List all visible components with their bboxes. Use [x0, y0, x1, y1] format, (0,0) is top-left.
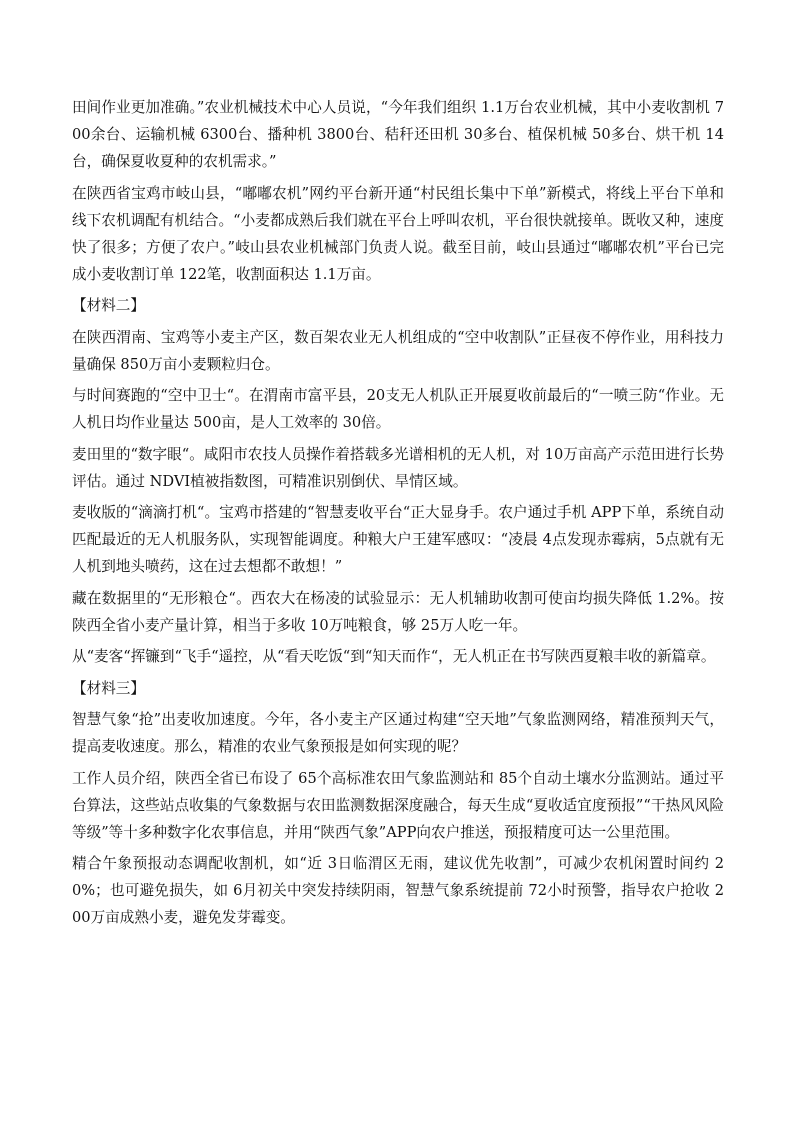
paragraph-8: 从“麦客“挥镰到“飞手“遥控，从“看天吃饭“到“知天而作“，无人机正在书写陕西夏粮丰收的新篇章。 [72, 648, 716, 665]
paragraph-1: 田间作业更加准确。”农业机械技术中心人员说，“今年我们组织 1.1万台农业机械，其中小麦收割机 700余台、运输机械 6300台、播种机 3800台、秸秆还田机 30多台、植保机械 50多台、烘干机 14台，确保夏收夏种的农机需求。” [72, 99, 724, 170]
paragraph-2: 在陕西省宝鸡市岐山县，“嘟嘟农机”网约平台新开通“村民组长集中下单”新模式，将线上平台下单和线下农机调配有机结合。“小麦都成熟后我们就在平台上呼叫农机，平台很快就接单。既收又种，速度快了很多；方便了农户。”岐山县农业机械部门负责人说。截至目前，岐山县通过“嘟嘟农机”平台已完成小麦收割订单 122笔，收割面积达 1.1万亩。 [72, 184, 724, 283]
paragraph-4: 与时间赛跑的“空中卫士“。在渭南市富平县，20支无人机队正开展夏收前最后的“一喷三防“作业。无人机日均作业量达 500亩，是人工效率的 30倍。 [72, 387, 724, 431]
section-heading-material-3: 【材料三】 [72, 679, 145, 697]
paragraph-6: 麦收版的“滴滴打机“。宝鸡市搭建的“智慧麦收平台“正大显身手。农户通过手机 APP下单，系统自动匹配最近的无人机服务队，实现智能调度。种粮大户王建军感叹：“凌晨 4点发现赤霉病，5点就有无人机到地头喷药，这在过去想都不敢想！” [72, 504, 724, 575]
paragraph-9: 智慧气象“抢”出麦收加速度。今年，各小麦主产区通过构建“空天地”气象监测网络，精准预判天气，提高麦收速度。那么，精准的农业气象预报是如何实现的呢？ [72, 711, 724, 755]
paragraph-10: 工作人员介绍，陕西全省已布设了 65个高标准农田气象监测站和 85个自动土壤水分监测站。通过平台算法，这些站点收集的气象数据与农田监测数据深度融合，每天生成“夏收适宜度预报”“干热风风险等级”等十多种数字化农事信息，并用“陕西气象”APP向农户推送，预报精度可达一公里范围。 [72, 769, 724, 841]
paragraph-5: 麦田里的“数字眼“。咸阳市农技人员操作着搭载多光谱相机的无人机，对 10万亩高产示范田进行长势评估。通过 NDVI植被指数图，可精准识别倒伏、旱情区域。 [72, 445, 724, 490]
section-heading-material-2: 【材料二】 [72, 297, 145, 314]
paragraph-11: 精合午象预报动态调配收割机，如“近 3日临渭区无雨，建议优先收割”，可减少农机闲置时间约 20%；也可避免损失，如 6月初关中突发持续阴雨，智慧气象系统提前 72小时预警，指导农户抢收 200万亩成熟小麦，避免发芽霉变。 [72, 855, 724, 926]
paragraph-3: 在陕西渭南、宝鸡等小麦主产区，数百架农业无人机组成的“空中收割队”正昼夜不停作业，用科技力量确保 850万亩小麦颗粒归仓。 [72, 328, 724, 373]
document-body [72, 94, 724, 936]
paragraph-7: 藏在数据里的“无形粮仓“。西农大在杨凌的试验显示：无人机辅助收割可使亩均损失降低 1.2%。按陕西全省小麦产量计算，相当于多收 10万吨粮食，够 25万人吃一年。 [72, 589, 724, 634]
